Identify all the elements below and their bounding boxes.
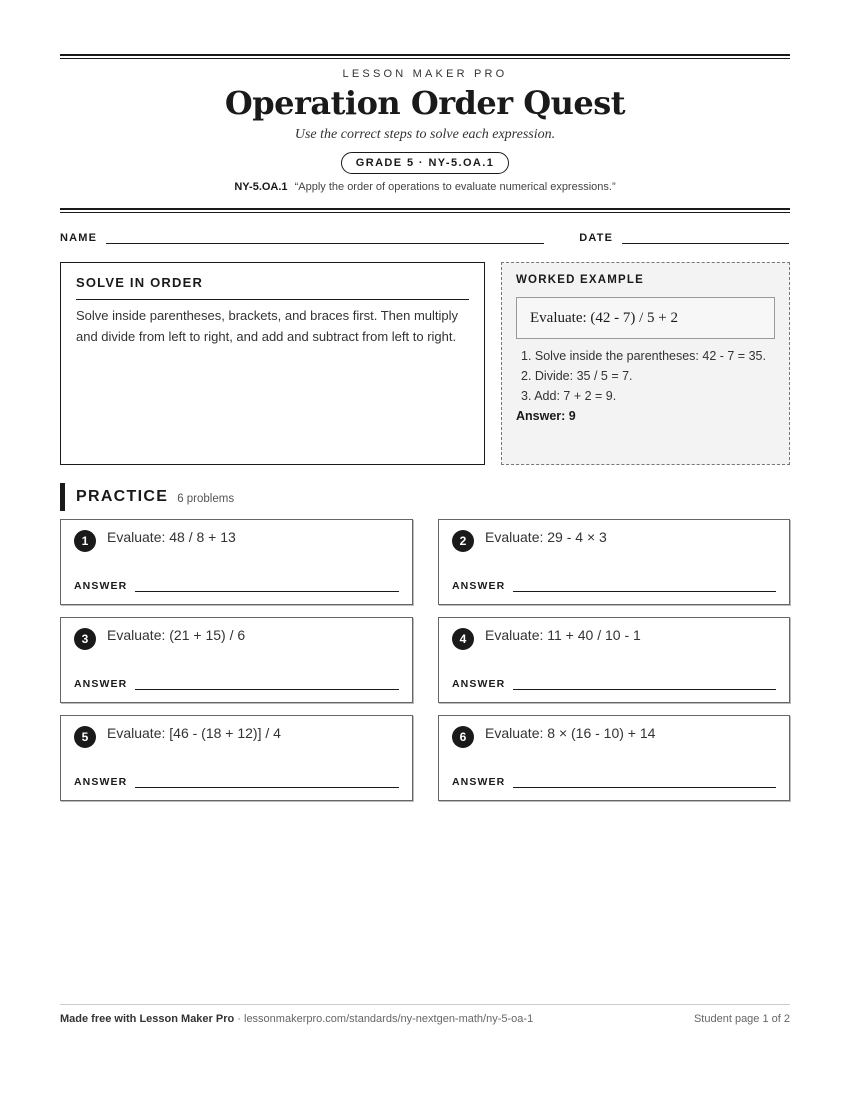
answer-field[interactable] xyxy=(513,778,776,788)
worked-example-step: 2. Divide: 35 / 5 = 7. xyxy=(521,369,633,383)
problem-card xyxy=(60,519,413,605)
problem-number: 5 xyxy=(74,726,96,748)
name-label: NAME xyxy=(60,232,98,244)
footer-page-number: Student page 1 of 2 xyxy=(693,1013,790,1025)
problem-expression: Evaluate: 48 / 8 + 13 xyxy=(107,529,236,545)
problem-expression: Evaluate: 11 + 40 / 10 - 1 xyxy=(485,627,641,643)
worked-example-heading: WORKED EXAMPLE xyxy=(516,274,644,286)
problem-number: 1 xyxy=(74,530,96,552)
worked-example-step: 1. Solve inside the parentheses: 42 - 7 = 35. xyxy=(521,349,766,363)
page-subtitle: Use the correct steps to solve each expression. xyxy=(294,127,556,142)
answer-label: ANSWER xyxy=(452,678,506,690)
answer-label: ANSWER xyxy=(452,580,506,592)
answer-field[interactable] xyxy=(135,582,399,592)
answer-field[interactable] xyxy=(135,778,399,788)
standard-code: NY-5.OA.1 xyxy=(234,181,288,193)
problem-card xyxy=(60,617,413,703)
worked-example-step: 3. Add: 7 + 2 = 9. xyxy=(521,389,617,403)
name-date-row xyxy=(60,232,790,244)
worked-example-answer: Answer: 9 xyxy=(516,409,576,423)
worked-example-steps xyxy=(516,346,775,406)
problem-card xyxy=(438,617,790,703)
problem-number: 2 xyxy=(452,530,474,552)
practice-count: 6 problems xyxy=(177,492,235,505)
page-title: Operation Order Quest xyxy=(224,84,626,122)
practice-problems-grid xyxy=(60,519,790,801)
date-field[interactable] xyxy=(622,232,789,244)
answer-label: ANSWER xyxy=(452,776,506,788)
name-field[interactable] xyxy=(106,232,544,244)
worksheet-page xyxy=(60,54,790,801)
problem-number: 4 xyxy=(452,628,474,650)
footer-made-with: Made free with Lesson Maker Pro xyxy=(60,1013,235,1025)
solve-in-order-heading: SOLVE IN ORDER xyxy=(76,275,469,300)
practice-section-header xyxy=(60,483,790,511)
problem-expression: Evaluate: 29 - 4 × 3 xyxy=(485,529,607,545)
top-double-rule xyxy=(60,54,790,59)
answer-field[interactable] xyxy=(513,582,776,592)
solve-in-order-text: Solve inside parentheses, brackets, and braces first. Then multiply and divide from left to right, and add and subtract from left to right. xyxy=(76,308,459,344)
problem-card xyxy=(438,715,790,801)
problem-number: 6 xyxy=(452,726,474,748)
problem-card xyxy=(438,519,790,605)
problem-card xyxy=(60,715,413,801)
problem-expression: Evaluate: 8 × (16 - 10) + 14 xyxy=(485,725,656,741)
worked-example-box xyxy=(501,262,790,465)
page-footer xyxy=(60,1004,790,1025)
answer-field[interactable] xyxy=(513,680,776,690)
solve-in-order-box xyxy=(60,262,485,465)
standard-text: “Apply the order of operations to evaluate numerical expressions.” xyxy=(294,181,616,193)
worked-example-expression: Evaluate: (42 - 7) / 5 + 2 xyxy=(516,297,775,339)
footer-url: · lessonmakerpro.com/standards/ny-nextgen-math/ny-5-oa-1 xyxy=(234,1013,534,1025)
brand-label: LESSON MAKER PRO xyxy=(342,68,508,80)
problem-number: 3 xyxy=(74,628,96,650)
date-label: DATE xyxy=(579,232,614,244)
grade-standard-badge: GRADE 5 · NY-5.OA.1 xyxy=(341,152,509,174)
answer-label: ANSWER xyxy=(74,776,128,788)
header-bottom-rule xyxy=(60,208,790,213)
answer-field[interactable] xyxy=(135,680,399,690)
practice-heading: PRACTICE xyxy=(76,488,169,505)
problem-expression: Evaluate: (21 + 15) / 6 xyxy=(107,627,246,643)
answer-label: ANSWER xyxy=(74,678,128,690)
problem-expression: Evaluate: [46 - (18 + 12)] / 4 xyxy=(107,725,281,741)
answer-label: ANSWER xyxy=(74,580,128,592)
standard-line xyxy=(60,181,790,193)
